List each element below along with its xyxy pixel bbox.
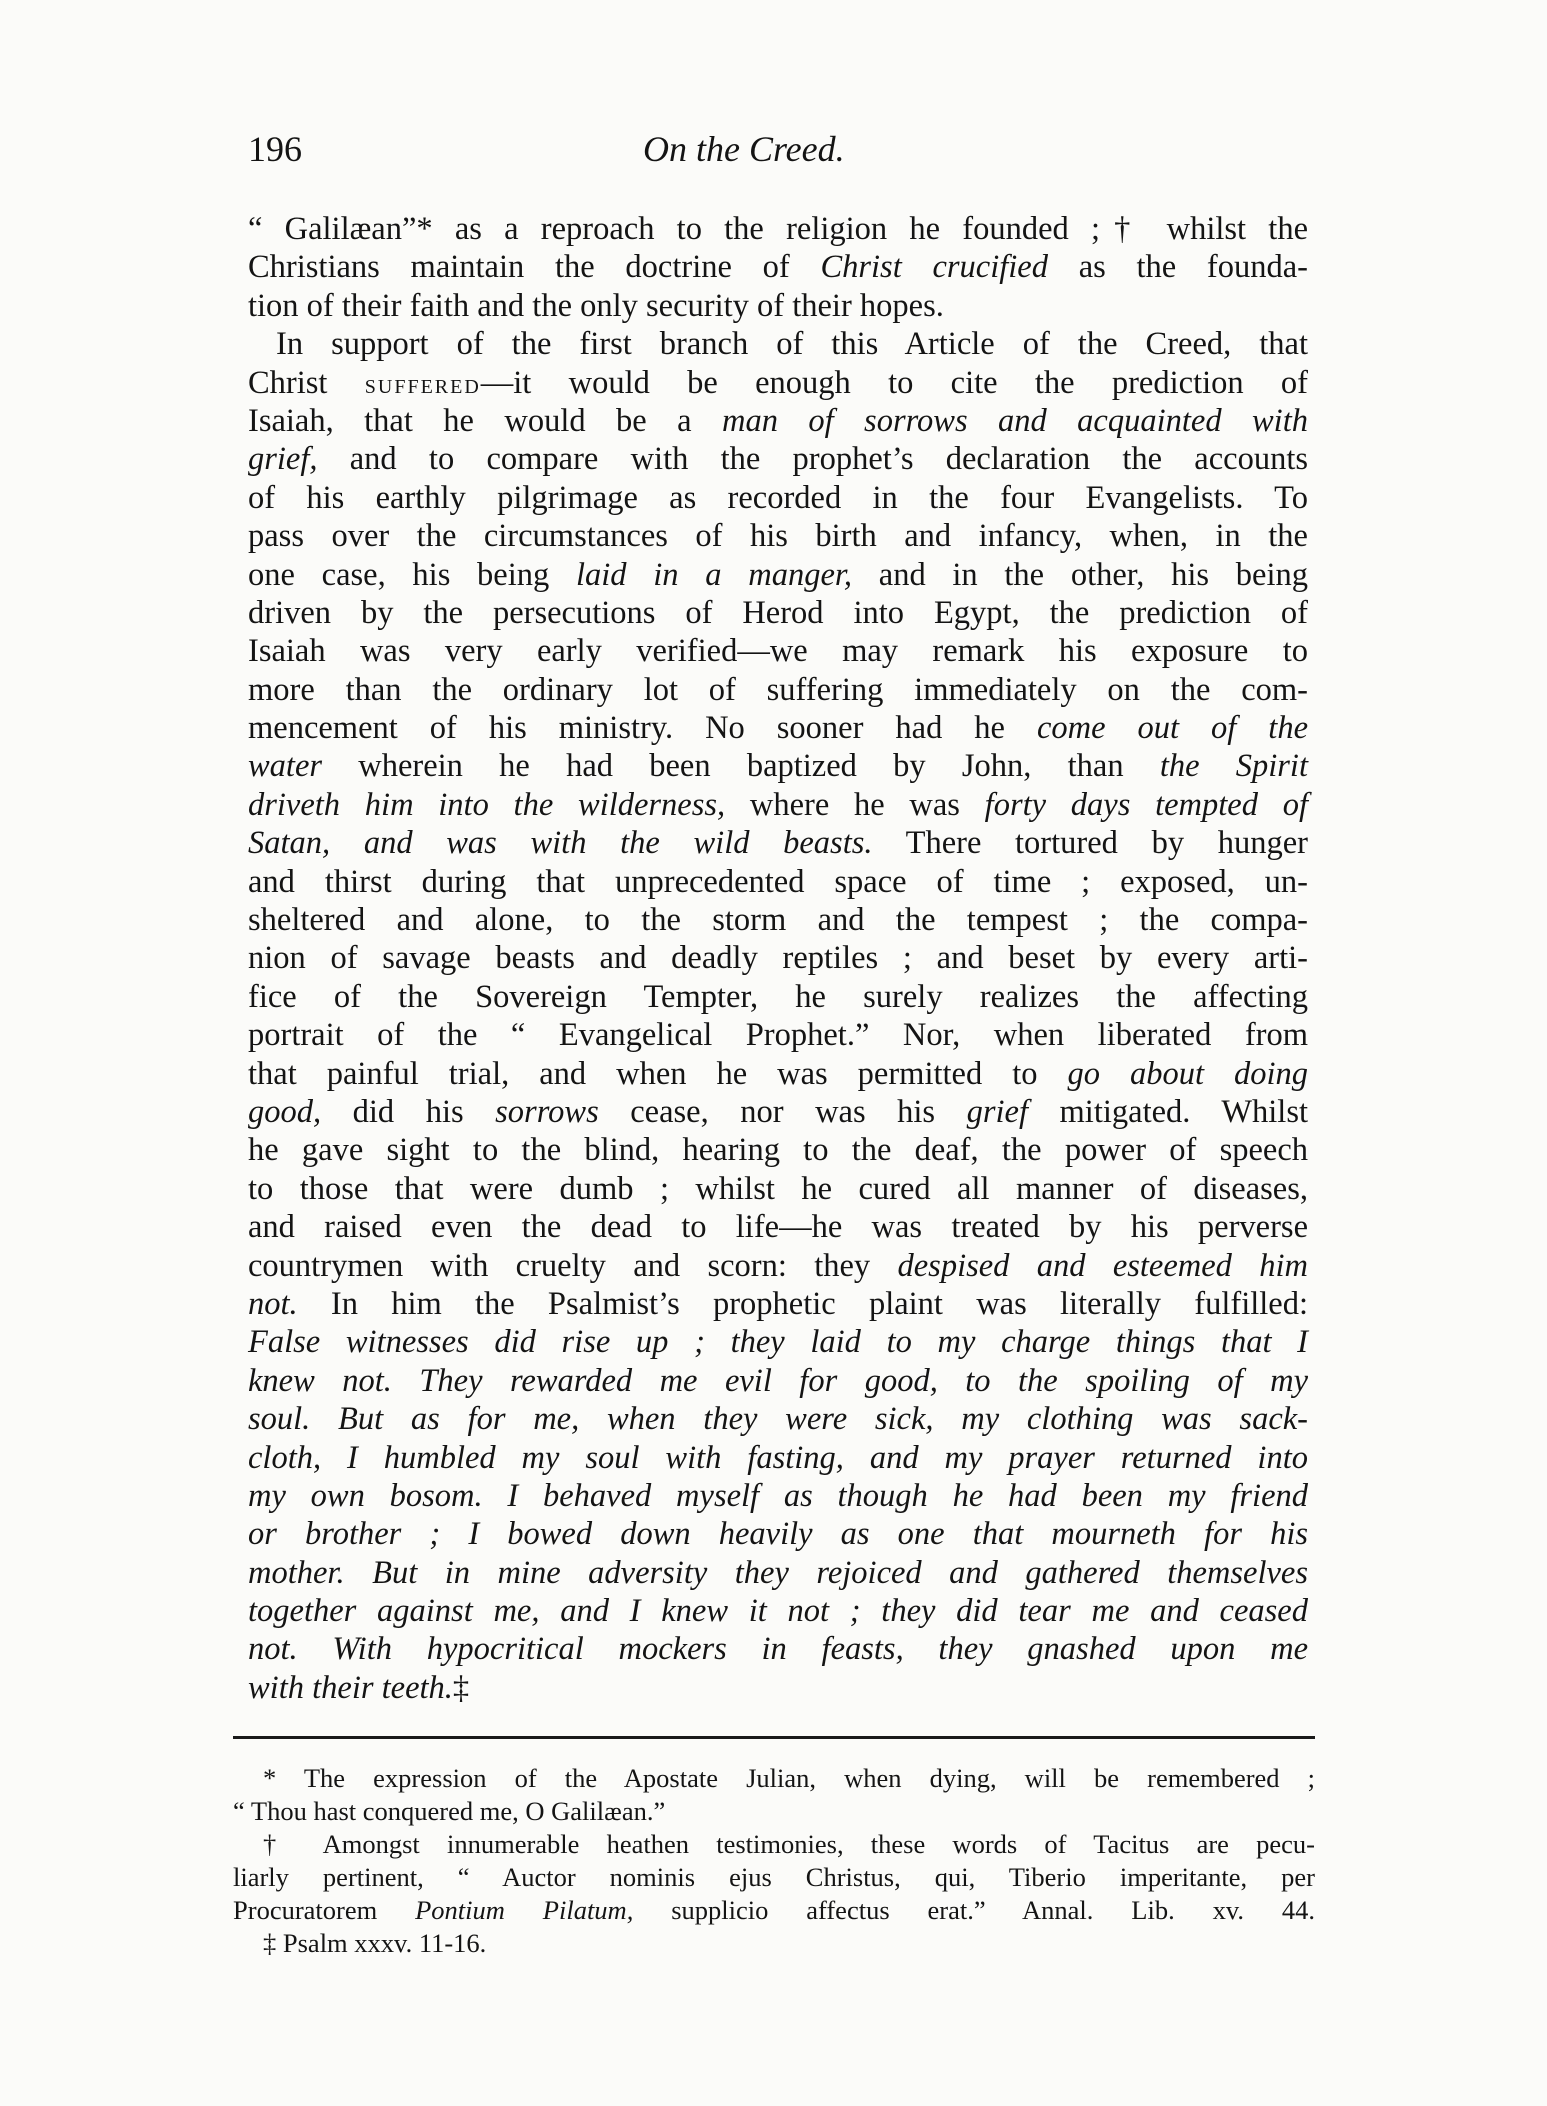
text-line: and raised even the dead to life—he was treated by his perverse bbox=[248, 1209, 1308, 1246]
text-line: soul. But as for me, when they were sick, my clothing was sack- bbox=[248, 1401, 1308, 1438]
text-line: good, did his sorrows cease, nor was his grief mitigated. Whilst bbox=[248, 1093, 1308, 1130]
text-line: Isaiah was very early verified—we may remark his exposure to bbox=[248, 633, 1308, 670]
page-header bbox=[248, 128, 1298, 178]
footnote-line: liarly pertinent, “ Auctor nominis ejus Christus, qui, Tiberio imperitante, per bbox=[233, 1862, 1315, 1892]
text-line: nion of savage beasts and deadly reptiles ; and beset by every arti- bbox=[248, 940, 1308, 977]
text-line: not. In him the Psalmist’s prophetic plaint was literally fulfilled: bbox=[248, 1285, 1308, 1322]
text-line: my own bosom. I behaved myself as though he had been my friend bbox=[248, 1477, 1308, 1514]
text-line: not. With hypocritical mockers in feasts, they gnashed upon me bbox=[248, 1631, 1308, 1668]
text-line: countrymen with cruelty and scorn: they despised and esteemed him bbox=[248, 1247, 1308, 1284]
text-line: Isaiah, that he would be a man of sorrows and acquainted with bbox=[248, 402, 1308, 439]
footnote-line: † Amongst innumerable heathen testimonies, these words of Tacitus are pecu- bbox=[263, 1829, 1315, 1859]
footnote-line: “ Thou hast conquered me, O Galilæan.” bbox=[233, 1796, 666, 1826]
text-line: False witnesses did rise up ; they laid to my charge things that I bbox=[248, 1324, 1308, 1361]
running-head: On the Creed. bbox=[643, 129, 845, 169]
text-line: with their teeth.‡ bbox=[248, 1669, 470, 1706]
footnote-line: Procuratorem Pontium Pilatum, supplicio affectus erat.” Annal. Lib. xv. 44. bbox=[233, 1895, 1315, 1925]
footnotes bbox=[233, 1762, 1315, 1960]
text-line: Satan, and was with the wild beasts. There tortured by hunger bbox=[248, 825, 1308, 862]
text-line: “ Galilæan”* as a reproach to the religion he founded ;† whilst the bbox=[248, 211, 1308, 247]
footnote-rule bbox=[233, 1736, 1315, 1739]
text-line: In support of the first branch of this Article of the Creed, that bbox=[276, 326, 1308, 363]
text-line: or brother ; I bowed down heavily as one that mourneth for his bbox=[248, 1516, 1308, 1553]
text-line: portrait of the “ Evangelical Prophet.” Nor, when liberated from bbox=[248, 1017, 1308, 1054]
text-line: mother. But in mine adversity they rejoiced and gathered themselves bbox=[248, 1554, 1308, 1591]
text-line: of his earthly pilgrimage as recorded in the four Evangelists. To bbox=[248, 479, 1308, 516]
text-line: water wherein he had been baptized by John, than the Spirit bbox=[248, 748, 1308, 785]
text-line: pass over the circumstances of his birth and infancy, when, in the bbox=[248, 518, 1308, 555]
text-line: that painful trial, and when he was permitted to go about doing bbox=[248, 1055, 1308, 1092]
text-line: grief, and to compare with the prophet’s declaration the accounts bbox=[248, 441, 1308, 478]
text-line: he gave sight to the blind, hearing to the deaf, the power of speech bbox=[248, 1132, 1308, 1169]
text-line: Christ suffered—it would be enough to cite the prediction of bbox=[248, 364, 1308, 401]
text-line: together against me, and I knew it not ; they did tear me and ceased bbox=[248, 1593, 1308, 1630]
text-line: cloth, I humbled my soul with fasting, and my prayer returned into bbox=[248, 1439, 1308, 1476]
text-line: sheltered and alone, to the storm and the tempest ; the compa- bbox=[248, 902, 1308, 939]
text-line: driveth him into the wilderness, where he was forty days tempted of bbox=[248, 786, 1308, 823]
text-line: fice of the Sovereign Tempter, he surely realizes the affecting bbox=[248, 978, 1308, 1015]
text-line: knew not. They rewarded me evil for good, to the spoiling of my bbox=[248, 1362, 1308, 1399]
page-number: 196 bbox=[248, 129, 302, 169]
text-line: tion of their faith and the only security of their hopes. bbox=[248, 287, 944, 324]
text-line: one case, his being laid in a manger, and in the other, his being bbox=[248, 556, 1308, 593]
footnote-line: ‡ Psalm xxxv. 11-16. bbox=[263, 1928, 487, 1958]
footnote-line: * The expression of the Apostate Julian, when dying, will be remembered ; bbox=[263, 1763, 1315, 1793]
text-line: to those that were dumb ; whilst he cured all manner of diseases, bbox=[248, 1170, 1308, 1207]
text-line: and thirst during that unprecedented space of time ; exposed, un- bbox=[248, 863, 1308, 900]
text-line: driven by the persecutions of Herod into Egypt, the prediction of bbox=[248, 594, 1308, 631]
text-line: more than the ordinary lot of suffering immediately on the com- bbox=[248, 671, 1308, 708]
text-line: mencement of his ministry. No sooner had he come out of the bbox=[248, 710, 1308, 747]
body-text bbox=[248, 210, 1308, 1707]
text-line: Christians maintain the doctrine of Christ crucified as the founda- bbox=[248, 249, 1308, 286]
